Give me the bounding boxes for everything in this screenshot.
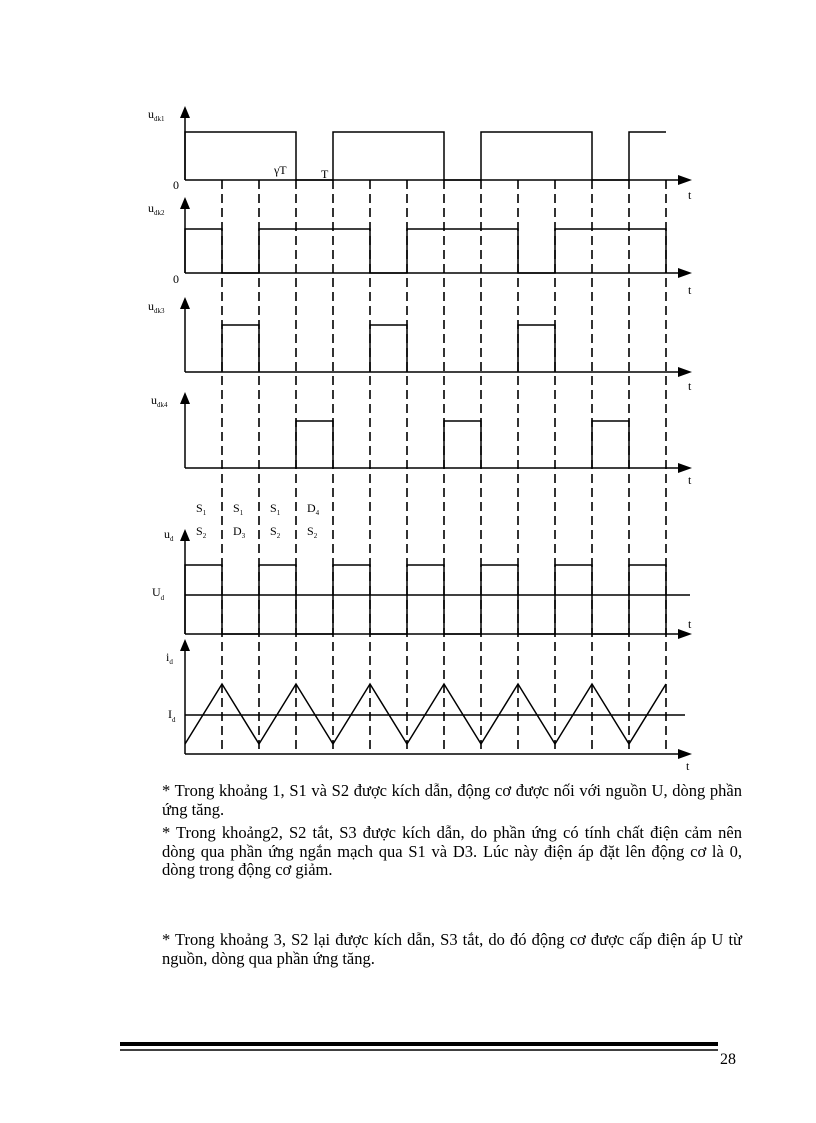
interval-4-top: $D_4$ (307, 501, 320, 517)
interval-2-bottom: $D_3$ (233, 524, 246, 540)
label-udk1: $u_{dk1}$ (148, 107, 165, 123)
label-udk2: $u_{dk2}$ (148, 201, 165, 217)
waveform-id (185, 684, 666, 744)
arrow-y-id (180, 639, 190, 651)
origin-udk2: 0 (173, 272, 179, 286)
level-label-Id: $I_d$ (168, 707, 176, 724)
label-udk4: $u_{dk4}$ (151, 393, 168, 409)
waveform-udk3 (222, 325, 259, 372)
waveform-udk4-a (296, 421, 333, 468)
arrow-y-udk4 (180, 392, 190, 404)
paragraph-1: * Trong khoảng 1, S1 và S2 được kích dẫn, động cơ được nối với nguồn U, dòng phần ứng tăng. (162, 781, 742, 819)
arrow-x-id (678, 749, 692, 759)
waveform-udk3-b (370, 325, 407, 372)
interval-3-top: $S_1$ (270, 501, 281, 517)
waveform-ud (185, 565, 666, 634)
axis-t-udk4: t (688, 473, 692, 487)
level-label-Ud: $U_d$ (152, 585, 165, 602)
mark-T: T (321, 167, 329, 181)
axis-t-udk1: t (688, 188, 692, 202)
label-ud: $u_d$ (164, 527, 174, 543)
waveform-udk1 (185, 132, 666, 180)
origin-udk1: 0 (173, 178, 179, 192)
page-number: 28 (720, 1051, 736, 1068)
arrow-y-udk2 (180, 197, 190, 209)
arrow-y-udk3 (180, 297, 190, 309)
axis-t-udk2: t (688, 283, 692, 297)
footer-rule (0, 1038, 816, 1058)
label-udk3: $u_{dk3}$ (148, 299, 165, 315)
interval-3-bottom: $S_2$ (270, 524, 281, 540)
arrow-y-ud (180, 529, 190, 541)
label-id: $i_d$ (166, 650, 173, 666)
waveform-udk4-c (592, 421, 629, 468)
interval-1-bottom: $S_2$ (196, 524, 207, 540)
waveform-udk4-b (444, 421, 481, 468)
arrow-y-udk1 (180, 106, 190, 118)
waveform-udk2 (185, 229, 666, 273)
axis-t-id: t (686, 759, 690, 773)
arrow-x-udk3 (678, 367, 692, 377)
interval-2-top: $S_1$ (233, 501, 244, 517)
mark-gammaT: γT (274, 163, 287, 177)
axis-t-udk3: t (688, 379, 692, 393)
waveform-udk3-c (518, 325, 555, 372)
arrow-x-udk4 (678, 463, 692, 473)
arrow-x-udk1 (678, 175, 692, 185)
paragraph-2: * Trong khoảng2, S2 tắt, S3 được kích dẫn, do phần ứng có tính chất điện cảm nên dòng qua phần ứng ngắn mạch qua S1 và D3. Lúc này điện áp đặt lên động cơ là 0, dòng trong động cơ giảm. (162, 823, 742, 879)
interval-4-bottom: $S_2$ (307, 524, 318, 540)
paragraph-3: * Trong khoảng 3, S2 lại được kích dẫn, S3 tắt, do đó động cơ được cấp điện áp U từ nguồn, dòng qua phần ứng tăng. (162, 930, 742, 968)
arrow-x-udk2 (678, 268, 692, 278)
axis-t-ud: t (688, 617, 692, 631)
interval-1-top: $S_1$ (196, 501, 207, 517)
